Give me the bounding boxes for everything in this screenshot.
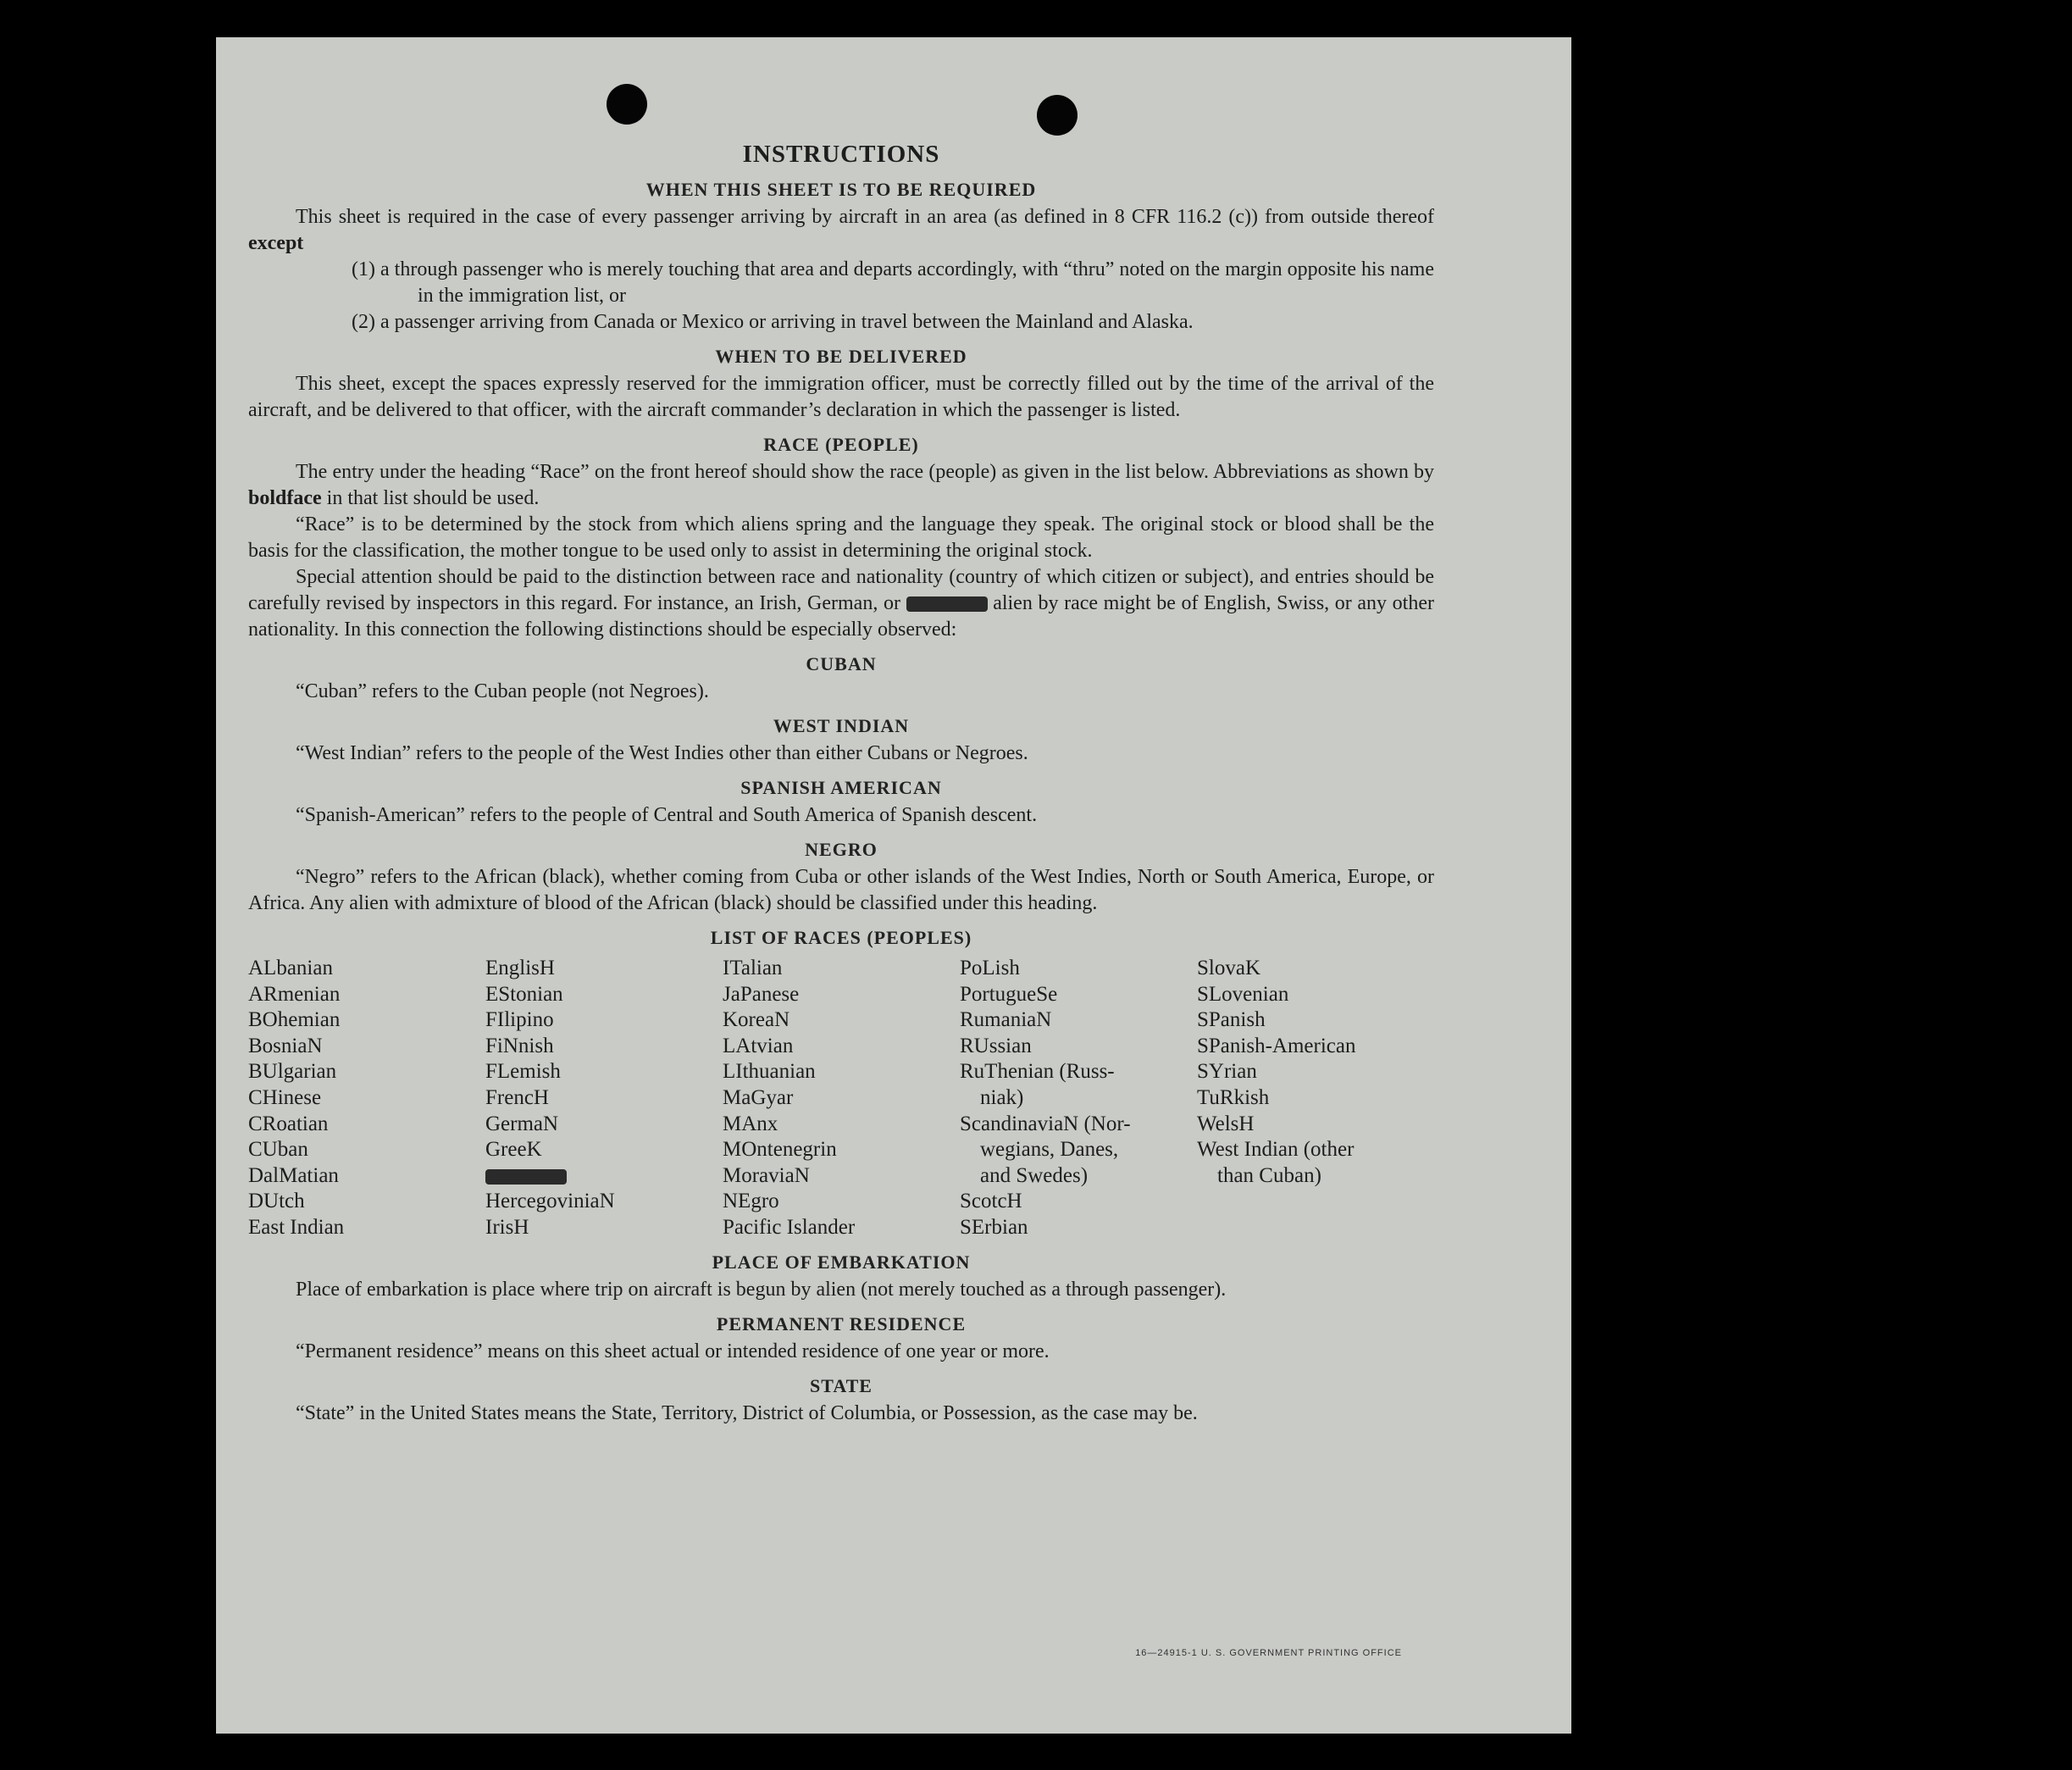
state-text: “State” in the United States means the State, Territory, District of Columbia, or Possession, as the case may be. xyxy=(296,1401,1198,1424)
race-item: ITalian xyxy=(723,957,783,979)
heading-negro: NEGRO xyxy=(805,839,878,860)
heading-race: RACE (PEOPLE) xyxy=(763,434,919,455)
race-item-continued: and Swedes) xyxy=(980,1163,1089,1187)
race-item: CUban xyxy=(248,1138,308,1162)
when-required-intro-text: This sheet is required in the case of every passenger arriving by aircraft in an area (as defined in 8 CFR 116.2 (c)) from outside thereof xyxy=(296,206,1434,228)
race-item: LAtvian xyxy=(723,1034,794,1057)
spanish-american-text: “Spanish-American” refers to the people of Central and South America of Spanish descent. xyxy=(296,804,1038,826)
race-item: GreeK xyxy=(485,1138,542,1162)
race-item: MAnx xyxy=(723,1112,778,1135)
race-item: FIlipino xyxy=(485,1008,554,1032)
race-item: RuThenian (Russ- xyxy=(960,1060,1115,1084)
race-item: EStonian xyxy=(485,982,563,1006)
race-item: ALbanian xyxy=(248,957,333,979)
heading-embarkation: PLACE OF EMBARKATION xyxy=(712,1251,971,1273)
race-item: Pacific Islander xyxy=(723,1215,856,1239)
race-item: MoraviaN xyxy=(723,1163,810,1187)
race-item: EnglisH xyxy=(485,957,555,979)
race-item: MaGyar xyxy=(723,1085,794,1109)
heading-cuban: CUBAN xyxy=(806,653,877,674)
race-item: DalMatian xyxy=(248,1163,339,1187)
race-item: RumaniaN xyxy=(960,1008,1052,1032)
race-item: DUtch xyxy=(248,1190,305,1213)
race-item: ARmenian xyxy=(248,982,341,1006)
punch-hole-right xyxy=(1037,95,1078,136)
race-paragraph-1 xyxy=(248,459,1434,512)
when-required-item-2: (2) a passenger arriving from Canada or Mexico or arriving in travel between the Mainland and Alaska. xyxy=(352,311,1194,333)
race-item: CRoatian xyxy=(248,1112,329,1135)
race-column-5 xyxy=(1197,956,1434,1241)
race-item: MOntenegrin xyxy=(723,1138,837,1162)
race-item: SYrian xyxy=(1197,1060,1257,1084)
race-paragraph-2: “Race” is to be determined by the stock from which aliens spring and the language they speak. The original stock or blood shall be the basis for the classification, the mother tongue to be used only to assist in determining the original stock. xyxy=(248,513,1434,562)
race-item-continued: niak) xyxy=(980,1085,1024,1109)
race-item: JaPanese xyxy=(723,982,800,1006)
race-item: RUssian xyxy=(960,1034,1032,1057)
race-item: KoreaN xyxy=(723,1008,790,1032)
heading-when-delivered: WHEN TO BE DELIVERED xyxy=(715,346,967,367)
cuban-text: “Cuban” refers to the Cuban people (not Negroes). xyxy=(296,680,709,702)
race-item: SErbian xyxy=(960,1215,1028,1239)
race-item: PortugueSe xyxy=(960,982,1058,1006)
race-item: HercegoviniaN xyxy=(485,1190,615,1213)
negro-text: “Negro” refers to the African (black), whether coming from Cuba or other islands of the West Indies, North or South America, Europe, or Africa. Any alien with admixture of blood of the African (black) should be classified under this heading. xyxy=(248,866,1434,914)
residence-text: “Permanent residence” means on this sheet actual or intended residence of one year or more. xyxy=(296,1340,1050,1362)
race-item: ScotcH xyxy=(960,1190,1022,1213)
instructions-content xyxy=(248,141,1434,1427)
race-item: BOhemian xyxy=(248,1008,341,1032)
race-item-redacted xyxy=(485,1163,723,1190)
race-column-1 xyxy=(248,956,485,1241)
race-item: BosniaN xyxy=(248,1034,323,1057)
race-item: East Indian xyxy=(248,1215,345,1239)
redaction-mark xyxy=(906,596,988,612)
document-page xyxy=(216,37,1571,1734)
race-p1-before: The entry under the heading “Race” on the front hereof should show the race (people) as given in the list below. Abbreviations as shown by xyxy=(296,461,1434,483)
punch-hole-left xyxy=(607,84,647,125)
race-p3-after: alien by race might be of English, Swiss, or any other nationality. In this connection the following distinctions should be especially observed: xyxy=(248,592,1434,641)
west-indian-text: “West Indian” refers to the people of the West Indies other than either Cubans or Negroes. xyxy=(296,742,1028,764)
heading-permanent-residence: PERMANENT RESIDENCE xyxy=(716,1312,967,1334)
race-item: West Indian (other xyxy=(1197,1138,1355,1162)
redaction-mark xyxy=(485,1169,567,1185)
race-item-continued: wegians, Danes, xyxy=(980,1138,1119,1162)
race-item: CHinese xyxy=(248,1085,322,1109)
race-list xyxy=(248,956,1434,1241)
race-item: ScandinaviaN (Nor- xyxy=(960,1112,1131,1135)
race-p3-before: Special attention should be paid to the distinction between race and nationality (country of which citizen or subject), and entries should be carefully revised by inspectors in this regard. For instance, an Irish, German, or xyxy=(248,566,1434,614)
race-item: SlovaK xyxy=(1197,957,1260,979)
heading-when-required: WHEN THIS SHEET IS TO BE REQUIRED xyxy=(645,179,1037,200)
when-required-intro-bold: except xyxy=(248,232,304,254)
race-item: IrisH xyxy=(485,1215,529,1239)
race-item: BUlgarian xyxy=(248,1060,337,1084)
when-required-item-1: (1) a through passenger who is merely touching that area and departs accordingly, with “thru” noted on the margin opposite his name in the immigration list, or xyxy=(352,258,1434,307)
when-required-intro xyxy=(248,204,1434,257)
printer-imprint: 16—24915-1 U. S. GOVERNMENT PRINTING OFFICE xyxy=(1135,1648,1402,1658)
race-item: SPanish-American xyxy=(1197,1034,1356,1057)
heading-spanish-american: SPANISH AMERICAN xyxy=(740,777,942,798)
race-item: WelsH xyxy=(1197,1112,1255,1135)
race-item: PoLish xyxy=(960,957,1020,979)
race-paragraph-3 xyxy=(248,564,1434,643)
heading-state: STATE xyxy=(810,1374,873,1396)
heading-list-of-races: LIST OF RACES (PEOPLES) xyxy=(710,927,972,948)
race-item: SLovenian xyxy=(1197,982,1289,1006)
race-item: LIthuanian xyxy=(723,1060,816,1084)
race-item: TuRkish xyxy=(1197,1085,1270,1109)
race-item: FLemish xyxy=(485,1060,561,1084)
race-p1-after: in that list should be used. xyxy=(326,487,540,509)
page-title: INSTRUCTIONS xyxy=(742,141,940,168)
race-column-2 xyxy=(485,956,723,1241)
race-item: SPanish xyxy=(1197,1008,1266,1032)
race-item: GermaN xyxy=(485,1112,559,1135)
race-item-continued: than Cuban) xyxy=(1217,1163,1321,1187)
race-item: NEgro xyxy=(723,1190,779,1213)
race-item: FrencH xyxy=(485,1085,549,1109)
race-column-4 xyxy=(960,956,1197,1241)
heading-west-indian: WEST INDIAN xyxy=(773,715,910,736)
embarkation-text: Place of embarkation is place where trip on aircraft is begun by alien (not merely touched as a through passenger). xyxy=(296,1278,1227,1301)
race-p1-bold: boldface xyxy=(248,487,322,509)
race-item: FiNnish xyxy=(485,1034,554,1057)
race-column-3 xyxy=(723,956,960,1241)
when-delivered-text: This sheet, except the spaces expressly reserved for the immigration officer, must be correctly filled out by the time of the arrival of the aircraft, and be delivered to that officer, with the aircraft commander’s declaration in which the passenger is listed. xyxy=(248,373,1434,421)
